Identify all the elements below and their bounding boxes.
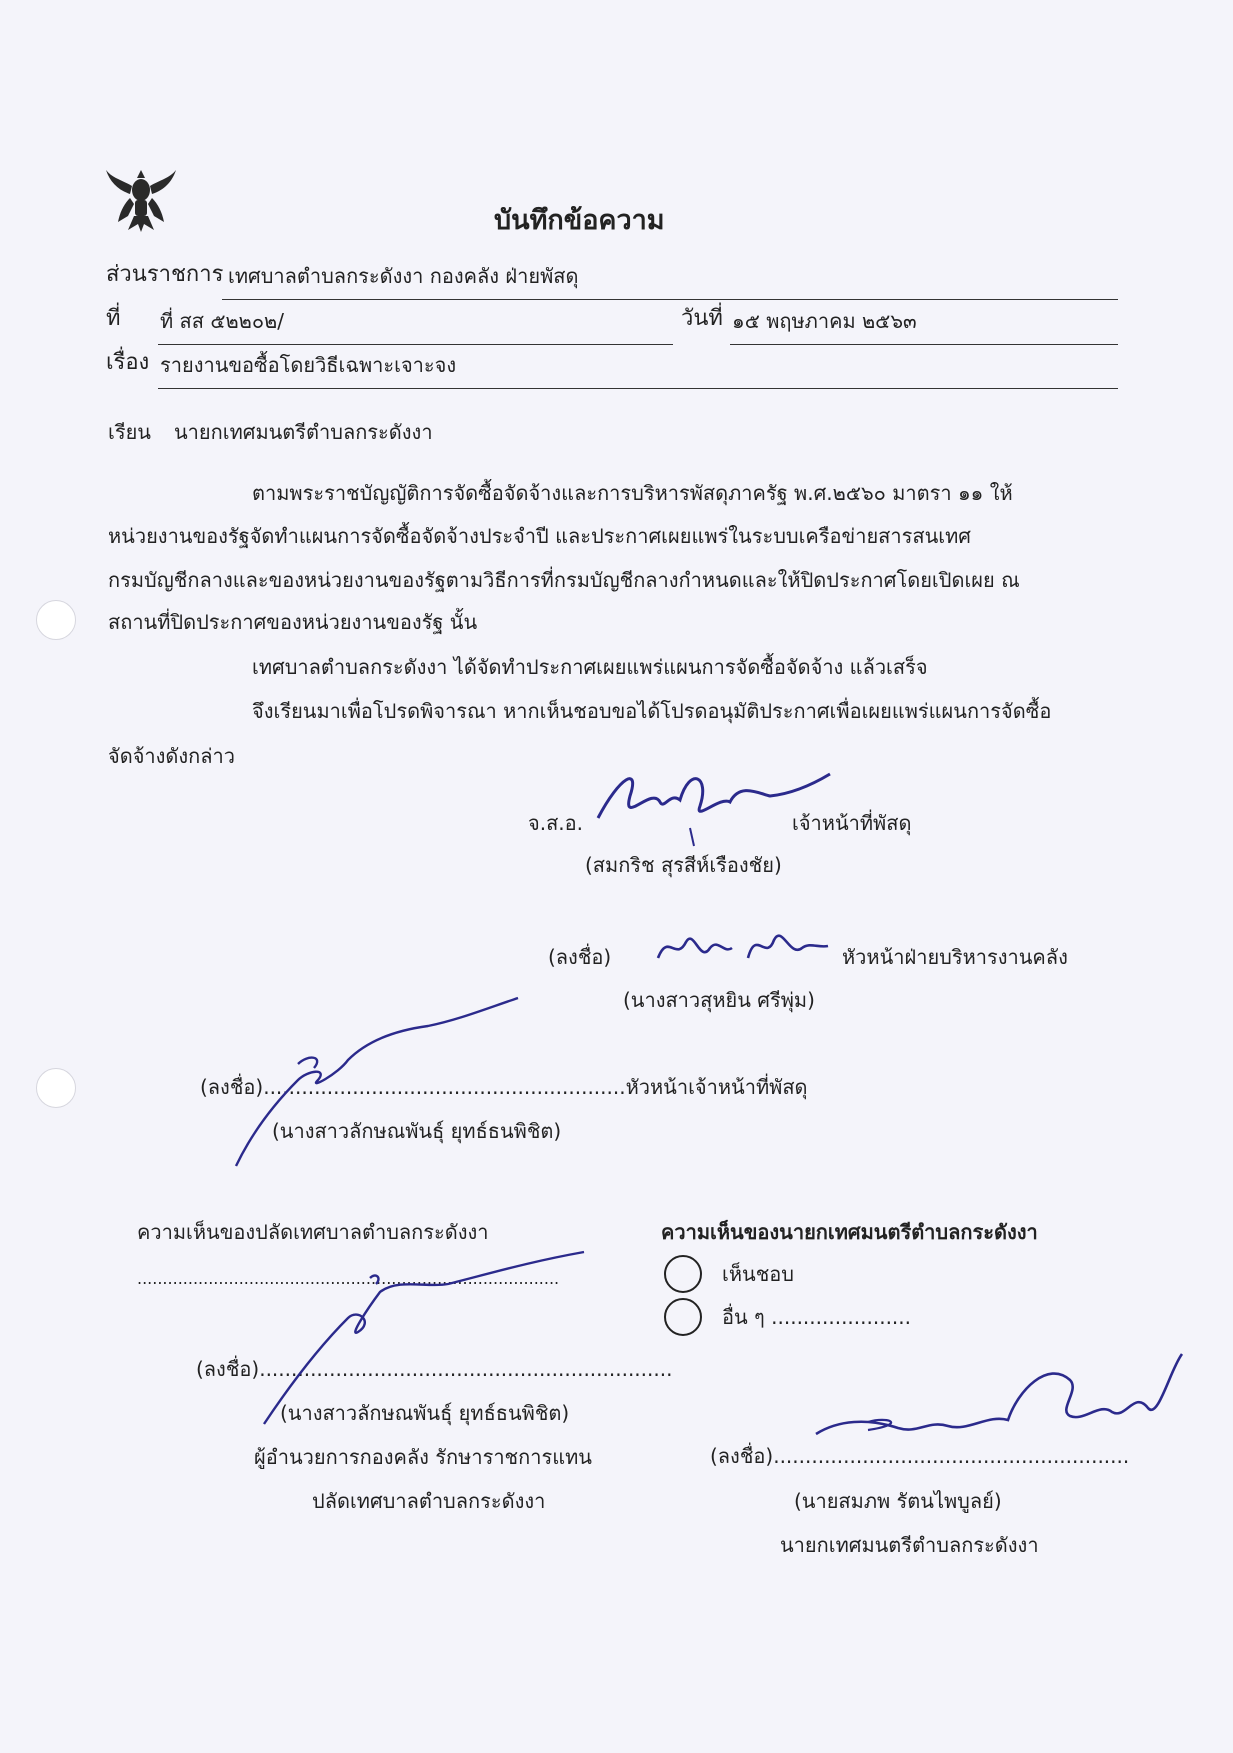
mayor-name: (นายสมภพ รัตนไพบูลย์) [794, 1489, 1002, 1513]
body-p1-line4: สถานที่ปิดประกาศของหน่วยงานของรัฐ นั้น [108, 610, 478, 634]
body-p3-line1: จึงเรียนมาเพื่อโปรดพิจารณา หากเห็นชอบขอได้โปรดอนุมัติประกาศเพื่อเผยแพร่แผนการจัดซื้อ [252, 699, 1052, 723]
supply-head-name: (นางสาวลักษณพันธุ์ ยุทธ์ธนพิชิต) [272, 1119, 562, 1143]
other-option-label: อื่น ๆ ...................... [722, 1305, 912, 1329]
body-p3-line2: จัดจ้างดังกล่าว [108, 744, 236, 768]
date-value: ๑๕ พฤษภาคม ๒๕๖๓ [732, 309, 917, 333]
opinion-right-sign-line: (ลงชื่อ)........................................................ [710, 1444, 1130, 1468]
approve-checkbox[interactable] [664, 1255, 702, 1293]
finance-head-role: หัวหน้าฝ่ายบริหารงานคลัง [842, 945, 1068, 969]
subject-value: รายงานขอซื้อโดยวิธีเฉพาะเจาะจง [160, 353, 457, 377]
date-underline [730, 344, 1118, 345]
subject-underline [158, 388, 1118, 389]
to-value: นายกเทศมนตรีตำบลกระดังงา [174, 420, 433, 444]
garuda-emblem-icon [104, 160, 178, 234]
officer-prefix: จ.ส.อ. [528, 811, 584, 835]
opinion-left-role-line2: ปลัดเทศบาลตำบลกระดังงา [312, 1489, 546, 1513]
ref-label: ที่ [106, 306, 121, 331]
memo-title: บันทึกข้อความ [494, 205, 665, 236]
other-checkbox[interactable] [664, 1298, 702, 1336]
mayor-role: นายกเทศมนตรีตำบลกระดังงา [780, 1533, 1039, 1557]
agency-underline [222, 299, 1118, 300]
opinion-left-role-line1: ผู้อำนวยการกองคลัง รักษาราชการแทน [254, 1445, 592, 1469]
agency-label: ส่วนราชการ [106, 262, 224, 287]
punch-hole-top [36, 600, 76, 640]
body-p2: เทศบาลตำบลกระดังงา ได้จัดทำประกาศเผยแพร่แผนการจัดซื้อจัดจ้าง แล้วเสร็จ [252, 655, 928, 679]
opinion-left-heading: ความเห็นของปลัดเทศบาลตำบลกระดังงา [137, 1220, 489, 1244]
punch-hole-bottom [36, 1068, 76, 1108]
finance-head-signature [652, 918, 832, 978]
agency-value: เทศบาลตำบลกระดังงา กองคลัง ฝ่ายพัสดุ [228, 264, 579, 288]
to-label: เรียน [108, 420, 151, 444]
subject-label: เรื่อง [106, 350, 150, 375]
officer-name: (สมกริช สุรสีห์เรืองชัย) [585, 853, 782, 877]
opinion-left-sign-line: (ลงชื่อ)................................................................. [196, 1357, 673, 1381]
finance-head-prefix: (ลงชื่อ) [548, 945, 612, 969]
body-p1-line3: กรมบัญชีกลางและของหน่วยงานของรัฐตามวิธีการที่กรมบัญชีกลางกำหนดและให้ปิดประกาศโดยเปิดเผย ณ [108, 568, 1020, 592]
supply-head-line: (ลงชื่อ).........................................................หัวหน้าเจ้าหน้าที่พัสดุ [200, 1075, 808, 1099]
opinion-left-name: (นางสาวลักษณพันธุ์ ยุทธ์ธนพิชิต) [280, 1401, 570, 1425]
finance-head-name: (นางสาวสุหยิน ศรีพุ่ม) [623, 988, 815, 1012]
date-label: วันที่ [681, 306, 723, 331]
ref-underline [158, 344, 673, 345]
opinion-right-heading: ความเห็นของนายกเทศมนตรีตำบลกระดังงา [661, 1220, 1038, 1244]
approve-option-label: เห็นชอบ [722, 1262, 794, 1286]
body-p1-line2: หน่วยงานของรัฐจัดทำแผนการจัดซื้อจัดจ้างประจำปี และประกาศเผยแพร่ในระบบเครือข่ายสารสนเทศ [108, 524, 971, 548]
supply-head-signature [228, 990, 528, 1170]
opinion-left-dotted-line: ................................................................................... [137, 1269, 560, 1288]
ref-value: ที่ สส ๕๒๒๐๒/ [160, 309, 284, 333]
officer-signature [590, 756, 840, 852]
body-p1-line1: ตามพระราชบัญญัติการจัดซื้อจัดจ้างและการบริหารพัสดุภาครัฐ พ.ศ.๒๕๖๐ มาตรา ๑๑ ให้ [252, 481, 1013, 505]
mayor-signature [808, 1350, 1188, 1450]
officer-role: เจ้าหน้าที่พัสดุ [792, 811, 912, 835]
